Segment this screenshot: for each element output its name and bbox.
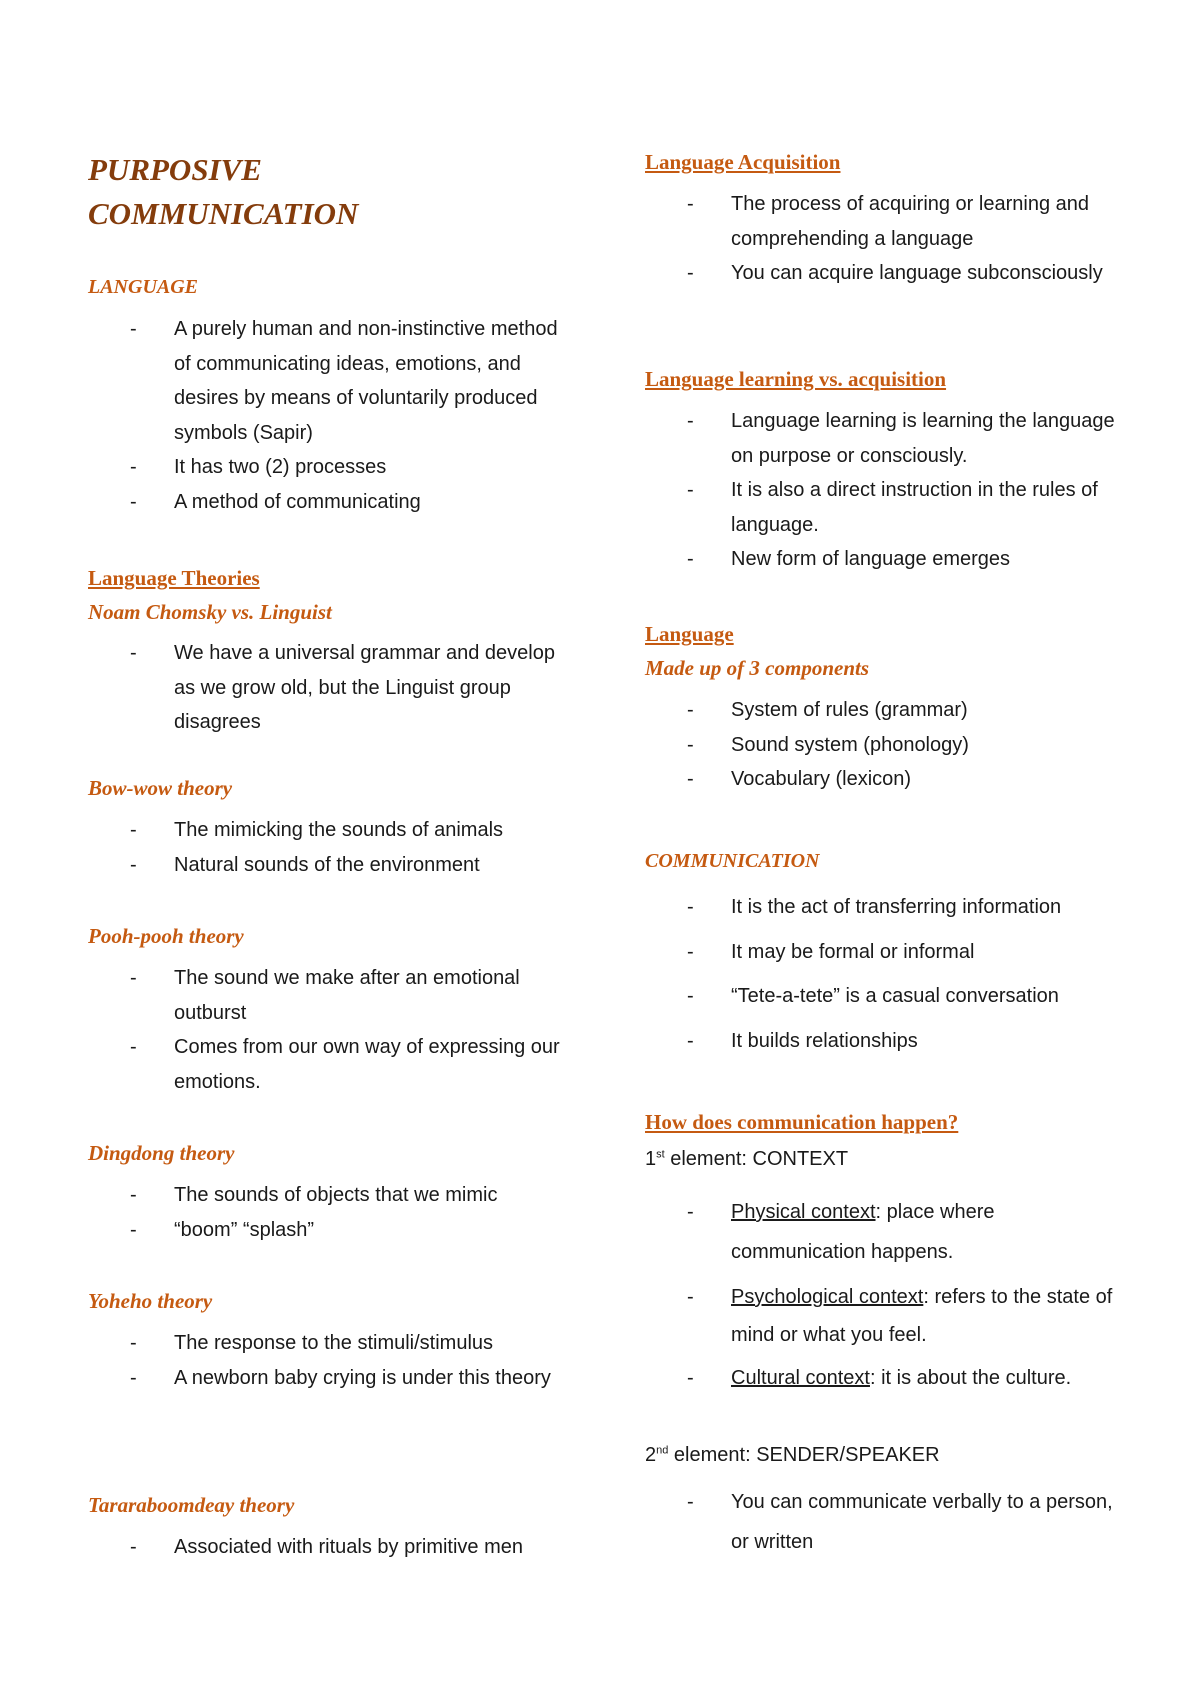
page-title xyxy=(88,148,358,236)
psychological-context-term: Psychological context xyxy=(731,1286,924,1308)
how-heading: How does communication happen? xyxy=(645,1110,959,1134)
acquisition-heading: Language Acquisition xyxy=(645,150,841,174)
tarara-heading: Tararaboomdeay theory xyxy=(88,1493,295,1517)
list-item: - The sounds of objects that we mimic xyxy=(130,1178,570,1213)
list-item: - The mimicking the sounds of animals xyxy=(130,813,570,848)
dingdong-heading: Dingdong theory xyxy=(88,1141,235,1165)
list-item: - System of rules (grammar) xyxy=(687,693,1127,728)
list-item: - It has two (2) processes xyxy=(130,450,570,485)
title-line-2: COMMUNICATION xyxy=(88,196,359,231)
list-item: - Language learning is learning the language on purpose or consciously. xyxy=(687,404,1117,473)
list-item: - Psychological context: refers to the state of mind or what you feel. xyxy=(687,1278,1127,1354)
sender-list xyxy=(687,1482,1127,1562)
learning-heading: Language learning vs. acquisition xyxy=(645,367,947,391)
list-item: - Vocabulary (lexicon) xyxy=(687,762,1127,797)
list-item: - You can acquire language subconsciously xyxy=(687,256,1127,291)
list-item: - “Tete-a-tete” is a casual conversation xyxy=(687,979,1127,1014)
communication-list xyxy=(687,890,1127,1058)
acquisition-list xyxy=(687,187,1127,291)
list-item: - It is the act of transferring information xyxy=(687,890,1127,925)
list-item: - New form of language emerges xyxy=(687,542,1117,577)
yoheho-list xyxy=(130,1326,570,1395)
list-item: - A purely human and non-instinctive method of communicating ideas, emotions, and desires by means of voluntarily produced symbols (Sapir) xyxy=(130,312,570,450)
list-item: - Comes from our own way of expressing our emotions. xyxy=(130,1030,570,1099)
title-line-1: PURPOSIVE xyxy=(88,152,262,187)
components-list xyxy=(687,693,1127,797)
language-list xyxy=(130,312,570,519)
language-heading: LANGUAGE xyxy=(88,276,199,298)
list-item: - Sound system (phonology) xyxy=(687,728,1127,763)
chomsky-heading: Noam Chomsky vs. Linguist xyxy=(88,600,332,624)
chomsky-list xyxy=(130,636,570,740)
list-item: - We have a universal grammar and develop as we grow old, but the Linguist group disagrees xyxy=(130,636,570,740)
cultural-context-term: Cultural context xyxy=(731,1367,870,1389)
tarara-list xyxy=(130,1530,570,1565)
learning-list xyxy=(687,404,1117,577)
communication-heading: COMMUNICATION xyxy=(645,850,820,872)
list-item: - Cultural context: it is about the culture. xyxy=(687,1358,1127,1398)
context-list xyxy=(687,1192,1127,1398)
list-item: - Natural sounds of the environment xyxy=(130,848,570,883)
list-item: - You can communicate verbally to a person, or written xyxy=(687,1482,1127,1562)
list-item: - The sound we make after an emotional outburst xyxy=(130,961,570,1030)
list-item: - Associated with rituals by primitive men xyxy=(130,1530,570,1565)
element-1-label: 1st element: CONTEXT xyxy=(645,1148,849,1170)
bowwow-heading: Bow-wow theory xyxy=(88,776,233,800)
list-item: - The process of acquiring or learning and comprehending a language xyxy=(687,187,1127,256)
bowwow-list xyxy=(130,813,570,882)
list-item: - The response to the stimuli/stimulus xyxy=(130,1326,570,1361)
list-item: - It may be formal or informal xyxy=(687,935,1127,970)
list-item: - A newborn baby crying is under this theory xyxy=(130,1361,570,1396)
list-item: - “boom” “splash” xyxy=(130,1213,570,1248)
element-2-label: 2nd element: SENDER/SPEAKER xyxy=(645,1444,940,1466)
dingdong-list xyxy=(130,1178,570,1247)
list-item: - A method of communicating xyxy=(130,485,570,520)
yoheho-heading: Yoheho theory xyxy=(88,1289,213,1313)
list-item: - It is also a direct instruction in the rules of language. xyxy=(687,473,1117,542)
list-item: - Physical context: place where communication happens. xyxy=(687,1192,1127,1272)
physical-context-term: Physical context xyxy=(731,1201,876,1223)
language-components-heading: Language xyxy=(645,622,734,646)
poohpooh-heading: Pooh-pooh theory xyxy=(88,924,244,948)
components-heading: Made up of 3 components xyxy=(645,656,870,680)
poohpooh-list xyxy=(130,961,570,1099)
list-item: - It builds relationships xyxy=(687,1024,1127,1059)
language-theories-heading: Language Theories xyxy=(88,566,260,590)
